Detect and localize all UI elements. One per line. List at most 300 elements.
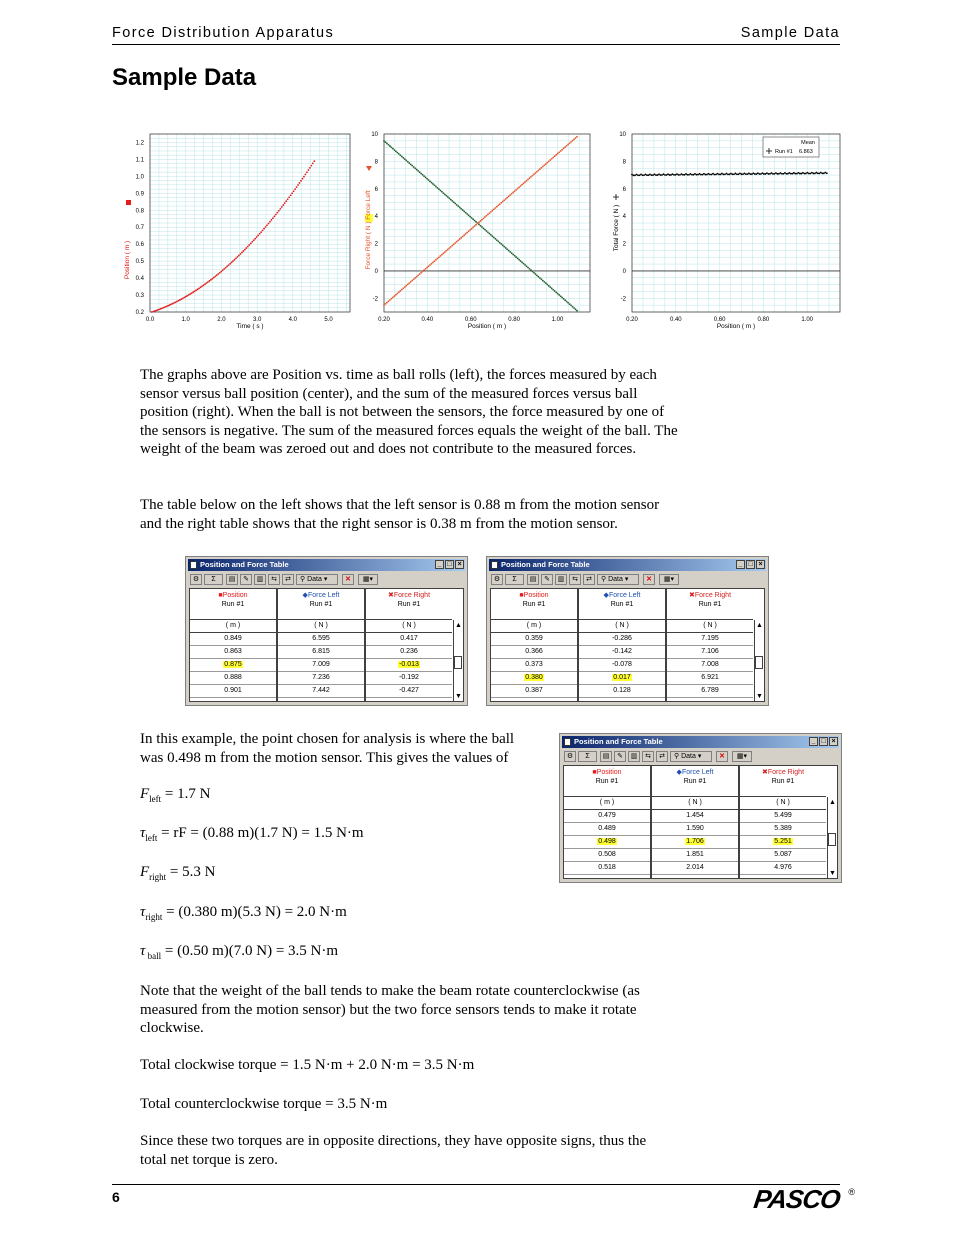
force-right-point [536,171,538,173]
window-title-bar [188,559,465,571]
table-cell[interactable] [652,849,738,862]
column-name: Position [222,592,248,599]
force-right-point [383,304,385,306]
force-right-point [517,188,519,190]
series-marker-icon: ◆ [302,592,308,599]
force-left-point [460,208,462,210]
position-point [260,231,262,233]
force-right-point [389,299,391,301]
force-left-point [386,143,388,145]
pencil-icon[interactable]: ✎ [614,751,626,762]
minimize-button[interactable]: _ [809,737,818,746]
pasco-logo: PASCO [752,1184,843,1214]
y-tick-label: 0.3 [135,293,144,300]
table-cell[interactable] [579,659,665,672]
table-cell[interactable] [564,836,650,849]
chart-svg [112,130,352,335]
table-column [366,589,452,701]
force-left-point [564,299,566,301]
force-left-point [402,157,404,159]
force-right-point [411,280,413,282]
statistics-sigma-button[interactable]: Σ [505,574,524,585]
table-cell[interactable] [190,672,276,685]
table-cell[interactable] [190,633,276,646]
column-run: Run #1 [683,778,707,785]
cell-value: 0.875 [224,661,242,668]
force-left-point [576,310,578,312]
y-axis-label: Force Right ( N ) Force Left [365,190,372,270]
table-cell[interactable] [740,836,826,849]
position-point [247,246,249,248]
force-right-point [441,254,443,256]
force-left-point [383,140,385,142]
force-right-point [438,256,440,258]
maximize-button[interactable]: □ [445,560,454,569]
column-header[interactable] [278,589,364,620]
force-right-point [395,294,397,296]
force-right-point [416,276,418,278]
column-unit: ( N ) [366,620,452,633]
calculate-icon[interactable]: ▤ [600,751,612,762]
force-left-point [388,144,390,146]
y-tick-label: 0 [374,268,378,275]
cell-value: 0.849 [224,635,242,642]
table-toolbar [562,750,839,764]
table-toolbar [188,573,465,587]
force-right-point [545,163,547,165]
copy-icon[interactable]: ⇆ [268,574,280,585]
position-point [206,282,208,284]
force-right-point [555,154,557,156]
force-left-point [420,173,422,175]
minimize-button[interactable]: _ [435,560,444,569]
equation-f-left [140,786,210,804]
table-cell[interactable] [652,823,738,836]
force-left-point [440,190,442,192]
window-title: Position and Force Table [501,560,590,569]
force-right-point [399,290,401,292]
highlight-icon[interactable]: ▥ [555,574,567,585]
position-point [287,198,289,200]
calculate-icon[interactable]: ▤ [527,574,539,585]
equation-body: = (0.380 m)(5.3 N) = 2.0 N·m [162,904,347,920]
column-run: Run #1 [522,601,546,608]
position-point [192,291,194,293]
table-cell[interactable] [667,646,753,659]
force-right-point [422,271,424,273]
maximize-button[interactable]: □ [819,737,828,746]
column-name: Force Left [307,592,340,599]
table-cell[interactable] [667,633,753,646]
force-left-point [474,220,476,222]
y-tick-label: 0.2 [135,310,144,316]
force-right-point [425,268,427,270]
force-left-point [518,259,520,261]
column-unit: ( N ) [667,620,753,633]
force-left-point [423,175,425,177]
maximize-button[interactable]: □ [746,560,755,569]
force-left-point [401,156,403,158]
cell-value: -0.427 [399,687,419,694]
force-right-point [434,260,436,262]
force-right-point [402,287,404,289]
columns-icon[interactable]: ▦▾ [358,574,378,585]
force-right-point [521,184,523,186]
force-left-point [462,209,464,211]
force-left-point [552,289,554,291]
paste-icon[interactable]: ⇄ [583,574,595,585]
position-point [207,281,209,283]
window-icon [564,738,571,746]
scroll-thumb[interactable] [755,656,763,669]
column-name: Position [523,592,549,599]
table-cell[interactable] [740,862,826,875]
column-header[interactable] [579,589,665,620]
position-point [309,167,311,169]
position-point [231,262,233,264]
force-left-point [549,286,551,288]
statistics-sigma-button[interactable]: Σ [578,751,597,762]
force-right-point [450,246,452,248]
table-cell[interactable] [667,659,753,672]
force-left-point [555,291,557,293]
table-cell[interactable] [579,685,665,698]
force-right-point [569,142,571,144]
table-cell[interactable] [190,685,276,698]
column-unit: ( N ) [740,797,826,810]
table-cell[interactable] [652,810,738,823]
force-left-point [503,246,505,248]
cell-value: 1.590 [686,825,704,832]
vertical-scrollbar[interactable] [754,620,764,701]
data-dropdown-label: Data [307,576,322,583]
scroll-thumb[interactable] [828,833,836,846]
cell-value: 7.008 [701,661,719,668]
header-left: Force Distribution Apparatus [112,25,335,41]
scroll-up-icon[interactable]: ▲ [455,622,462,629]
force-right-point [483,217,485,219]
equation-body: = (0.50 m)(7.0 N) = 3.5 N·m [161,943,339,959]
force-right-point [460,237,462,239]
minimize-button[interactable]: _ [736,560,745,569]
page-title: Sample Data [112,64,257,91]
column-header[interactable] [667,589,753,620]
cell-value: 7.236 [312,674,330,681]
table-column [491,589,579,701]
y-tick-label: 10 [371,132,378,138]
position-point [241,252,243,254]
delete-icon[interactable]: ✕ [342,574,354,585]
position-point [210,279,212,281]
force-left-point [540,278,542,280]
cell-value: -0.013 [399,661,419,668]
window-title-bar [562,736,839,748]
table-cell[interactable] [366,646,452,659]
table-cell[interactable] [491,646,577,659]
position-point [300,180,302,182]
force-right-point [497,205,499,207]
pencil-icon[interactable]: ✎ [541,574,553,585]
table-cell[interactable] [579,672,665,685]
column-header[interactable] [740,766,826,797]
force-left-point [546,284,548,286]
force-right-point [457,239,459,241]
column-unit: ( m ) [491,620,577,633]
scroll-up-icon[interactable]: ▲ [756,622,763,629]
statistics-sigma-button[interactable]: Σ [204,574,223,585]
scroll-down-icon[interactable]: ▼ [829,870,836,877]
table-column [278,589,366,701]
scroll-down-icon[interactable]: ▼ [756,693,763,700]
force-right-point [567,144,569,146]
settings-gear-icon[interactable]: ⚙ [564,751,576,762]
force-left-point [506,248,508,250]
force-left-point [566,301,568,303]
force-left-point [457,205,459,207]
table-cell[interactable] [278,646,364,659]
position-point [225,267,227,269]
force-left-point [505,247,507,249]
force-right-point [459,238,461,240]
table-cell[interactable] [667,685,753,698]
table-cell[interactable] [652,862,738,875]
column-unit: ( m ) [190,620,276,633]
table-cell[interactable] [278,659,364,672]
chart-svg [360,130,600,335]
column-header[interactable] [491,589,577,620]
table-cell[interactable] [667,672,753,685]
close-button[interactable]: × [829,737,838,746]
table-cell[interactable] [564,862,650,875]
table-cell[interactable] [564,810,650,823]
x-tick-label: 3.0 [252,317,262,323]
copy-icon[interactable]: ⇆ [569,574,581,585]
position-point [276,212,278,214]
force-right-point [561,149,563,151]
force-right-point [548,160,550,162]
force-left-point [429,180,431,182]
scroll-up-icon[interactable]: ▲ [829,799,836,806]
force-right-point [388,300,390,302]
equation-subscript: right [149,872,167,882]
equation-torque-ball [140,943,338,961]
total-force-vs-position-chart [608,128,848,338]
highlight-icon[interactable]: ▥ [254,574,266,585]
table-cell[interactable] [190,659,276,672]
table-cell[interactable] [740,810,826,823]
force-left-point [557,293,559,295]
vertical-scrollbar[interactable] [453,620,463,701]
running-header [112,24,840,45]
cell-value: 0.863 [224,648,242,655]
position-point [290,194,292,196]
delete-icon[interactable]: ✕ [643,574,655,585]
cell-value: 0.380 [525,674,543,681]
y-tick-label: 0.5 [135,259,144,266]
force-right-point [419,273,421,275]
column-header[interactable] [366,589,452,620]
force-left-point [511,252,513,254]
paste-icon[interactable]: ⇄ [656,751,668,762]
force-right-point [512,192,514,194]
force-right-point [454,242,456,244]
position-point [310,165,312,167]
table-cell[interactable] [491,672,577,685]
table-cell[interactable] [564,849,650,862]
equation-subscript: right [145,912,163,922]
force-right-point [518,186,520,188]
paragraph-graphs: The graphs above are Position vs. time as ball rolls (left), the forces measured by each sensor versus ball position (center), and the sum of the measured forces versus ball position (right). When the ball is not between the sensors, the force measured by one of the sensors is negative. The sum of the measured forces equals the weight of the ball. The weight of the beam was zeroed out and does not contribute to the measured forces. [140,367,678,458]
settings-gear-icon[interactable]: ⚙ [491,574,503,585]
table-cell[interactable] [366,633,452,646]
force-right-point [557,153,559,155]
position-point [201,285,203,287]
y-tick-label: 8 [622,159,626,166]
columns-icon[interactable]: ▦▾ [659,574,679,585]
position-point [217,273,219,275]
force-left-point [508,250,510,252]
position-point [226,266,228,268]
force-right-point [535,172,537,174]
total-force-point [826,172,828,174]
calculate-icon[interactable]: ▤ [226,574,238,585]
position-point [211,278,213,280]
cell-value: 0.387 [525,687,543,694]
data-dropdown-label: Data [681,753,696,760]
column-header[interactable] [564,766,650,797]
column-header[interactable] [652,766,738,797]
force-right-point [456,241,458,243]
paste-icon[interactable]: ⇄ [282,574,294,585]
force-left-point [569,303,571,305]
table-cell[interactable] [278,685,364,698]
paragraph-conclusion: Since these two torques are in opposite directions, they have opposite signs, thus the total net torque is zero. [140,1133,647,1168]
settings-gear-icon[interactable]: ⚙ [190,574,202,585]
force-right-point [502,201,504,203]
force-right-point [506,197,508,199]
delete-icon[interactable]: ✕ [716,751,728,762]
position-point [222,269,224,271]
data-dropdown[interactable]: ⚲ Data ▾ [670,751,712,762]
force-left-point [532,271,534,273]
force-left-point [471,217,473,219]
cell-value: 0.236 [400,648,418,655]
vertical-scrollbar[interactable] [827,797,837,878]
columns-icon[interactable]: ▦▾ [732,751,752,762]
position-point [254,238,256,240]
y-tick-label: 0.9 [135,191,144,198]
force-left-point [500,243,502,245]
cell-value: 7.195 [701,635,719,642]
force-left-point [468,214,470,216]
table-cell[interactable] [491,659,577,672]
force-left-point [410,163,412,165]
table-cell[interactable] [564,823,650,836]
cell-value: -0.078 [612,661,632,668]
table-cell[interactable] [366,672,452,685]
data-dropdown[interactable]: ⚲ Data ▾ [597,574,639,585]
column-run: Run #1 [771,778,795,785]
force-left-point [563,298,565,300]
force-right-point [511,193,513,195]
force-left-point [481,226,483,228]
table-cell[interactable] [278,633,364,646]
close-button[interactable]: × [455,560,464,569]
force-left-marker-icon [366,166,372,171]
force-left-point [491,235,493,237]
force-left-point [493,237,495,239]
column-name: Force Right [393,592,431,599]
cell-value: 0.417 [400,635,418,642]
force-right-point [444,251,446,253]
table-cell[interactable] [579,646,665,659]
position-point [312,162,314,164]
data-dropdown[interactable]: ⚲ Data ▾ [296,574,338,585]
y-tick-label: 0 [622,268,626,275]
equation-symbol: τ [140,943,146,959]
position-point [214,275,216,277]
table-window-right [486,556,769,706]
paragraph-counterclockwise: Total counterclockwise torque = 3.5 N·m [140,1096,388,1112]
pencil-icon[interactable]: ✎ [240,574,252,585]
cell-value: -0.142 [612,648,632,655]
highlight-icon[interactable]: ▥ [628,751,640,762]
position-point [288,196,290,198]
data-table [189,588,464,702]
table-cell[interactable] [491,685,577,698]
position-point [268,223,270,225]
scroll-thumb[interactable] [454,656,462,669]
force-right-point [570,141,572,143]
position-point [281,206,283,208]
copy-icon[interactable]: ⇆ [642,751,654,762]
cell-value: 5.087 [774,851,792,858]
close-button[interactable]: × [756,560,765,569]
table-window-left [185,556,468,706]
table-cell[interactable] [740,823,826,836]
table-cell[interactable] [366,685,452,698]
table-cell[interactable] [190,646,276,659]
x-tick-label: 0.20 [378,317,390,323]
cell-value: 7.106 [701,648,719,655]
column-header[interactable] [190,589,276,620]
table-cell[interactable] [278,672,364,685]
force-left-point [486,230,488,232]
force-right-point [466,232,468,234]
force-right-point [500,202,502,204]
force-left-point [496,239,498,241]
table-cell[interactable] [579,633,665,646]
position-point [285,200,287,202]
force-right-point [572,140,574,142]
position-point [282,204,284,206]
table-cell[interactable] [652,836,738,849]
table-cell[interactable] [740,849,826,862]
force-right-point [432,262,434,264]
position-point [303,176,305,178]
equation-body: = 5.3 N [166,864,216,880]
table-window-example [559,733,842,883]
force-left-point [392,148,394,150]
scroll-down-icon[interactable]: ▼ [455,693,462,700]
force-left-point [535,273,537,275]
table-cell[interactable] [366,659,452,672]
cell-value: 5.251 [774,838,792,845]
force-right-point [447,249,449,251]
position-point [302,178,304,180]
table-cell[interactable] [491,633,577,646]
column-name: Force Right [767,769,805,776]
